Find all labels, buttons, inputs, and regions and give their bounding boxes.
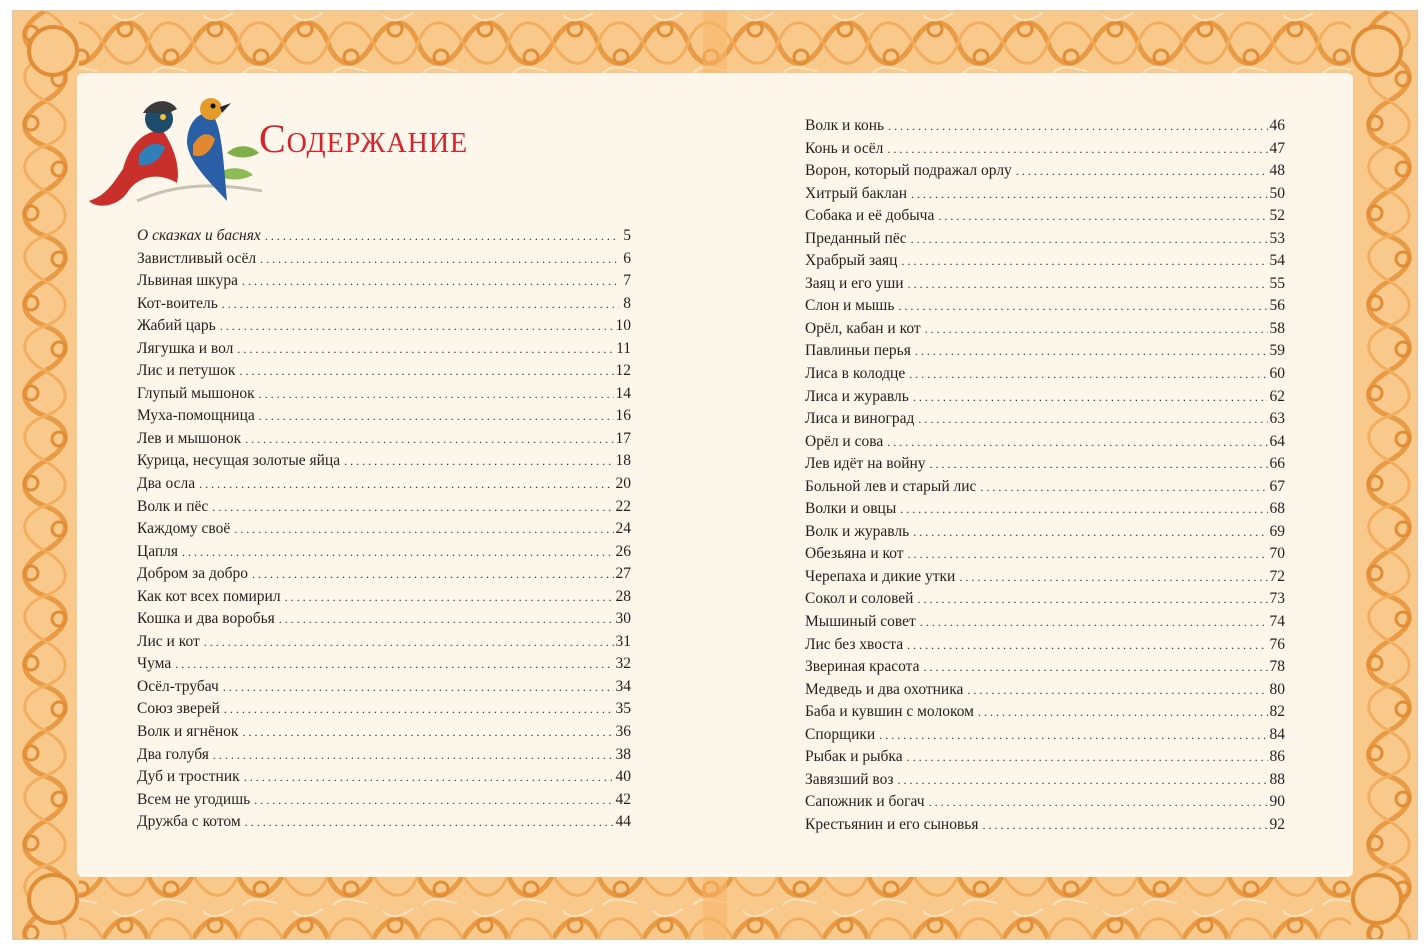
toc-entry xyxy=(805,568,1285,591)
toc-leader-dots xyxy=(915,344,1268,359)
toc-entry-title: О сказках и баснях xyxy=(137,227,261,244)
toc-entry-page: 22 xyxy=(615,497,631,515)
toc-leader-dots xyxy=(898,299,1267,314)
toc-entry-page: 10 xyxy=(615,317,631,335)
toc-leader-dots xyxy=(260,252,619,267)
toc-leader-dots xyxy=(199,477,613,492)
toc-leader-dots xyxy=(967,683,1267,698)
toc-entry-title: Рыбак и рыбка xyxy=(805,748,903,766)
toc-entry-title: Лис и петушок xyxy=(137,362,236,380)
toc-entry-page: 76 xyxy=(1269,635,1285,653)
toc-entry-page: 69 xyxy=(1269,522,1285,540)
toc-leader-dots xyxy=(285,590,614,605)
toc-leader-dots xyxy=(234,522,613,537)
toc-entry xyxy=(805,793,1285,816)
toc-entry-page: 50 xyxy=(1269,184,1285,202)
toc-entry-title: Лев и мышонок xyxy=(137,429,242,447)
toc-entry-title: Каждому своё xyxy=(137,520,231,538)
toc-entry-title: Орёл, кабан и кот xyxy=(805,319,921,337)
toc-entry-title: Лиса в колодце xyxy=(805,365,906,383)
toc-entry xyxy=(805,342,1285,365)
toc-leader-dots xyxy=(344,454,613,469)
toc-leader-dots xyxy=(930,457,1268,472)
toc-entry xyxy=(137,678,631,701)
toc-entry-page: 52 xyxy=(1269,207,1285,225)
toc-entry-page: 7 xyxy=(623,272,631,290)
toc-leader-dots xyxy=(929,795,1268,810)
toc-entry xyxy=(805,297,1285,320)
toc-entry-page: 36 xyxy=(615,723,631,741)
toc-entry-title: Всем не угодишь xyxy=(137,790,251,808)
toc-leader-dots xyxy=(1016,164,1268,179)
toc-entry xyxy=(805,658,1285,681)
toc-entry xyxy=(805,590,1285,613)
toc-entry-page: 92 xyxy=(1269,815,1285,833)
toc-leader-dots xyxy=(925,322,1268,337)
toc-entry-title: Волк и ягнёнок xyxy=(137,723,239,741)
toc-leader-dots xyxy=(907,750,1268,765)
toc-leader-dots xyxy=(924,660,1268,675)
book-spread xyxy=(12,10,1418,940)
toc-entry xyxy=(137,588,631,611)
toc-leader-dots xyxy=(212,500,613,515)
toc-entry xyxy=(805,275,1285,298)
toc-entry-title: Орёл и сова xyxy=(805,432,884,450)
toc-entry xyxy=(805,681,1285,704)
toc-entry-page: 20 xyxy=(615,475,631,493)
toc-entry-title: Два голубя xyxy=(137,745,209,763)
toc-entry-title: Глупый мышонок xyxy=(137,384,255,402)
toc-entry xyxy=(137,295,631,318)
toc-entry-title: Кот-воитель xyxy=(137,294,218,312)
toc-entry xyxy=(805,252,1285,275)
toc-entry xyxy=(137,655,631,678)
toc-leader-dots xyxy=(982,818,1267,833)
toc-leader-dots xyxy=(259,387,614,402)
toc-entry-title: Храбрый заяц xyxy=(805,252,898,270)
toc-leader-dots xyxy=(259,409,614,424)
toc-leader-dots xyxy=(265,229,619,244)
toc-entry-title: Конь и осёл xyxy=(805,139,884,157)
toc-entry-page: 17 xyxy=(615,429,631,447)
toc-leader-dots xyxy=(887,142,1267,157)
toc-entry-page: 84 xyxy=(1269,725,1285,743)
toc-leader-dots xyxy=(175,657,613,672)
toc-leader-dots xyxy=(911,232,1268,247)
toc-entry-page: 46 xyxy=(1269,117,1285,134)
toc-entry xyxy=(137,385,631,408)
toc-leader-dots xyxy=(908,547,1268,562)
toc-entry-title: Больной лев и старый лис xyxy=(805,477,977,495)
toc-entry xyxy=(137,520,631,543)
toc-leader-dots xyxy=(245,432,613,447)
toc-entry-page: 30 xyxy=(615,610,631,628)
toc-entry-title: Дуб и тростник xyxy=(137,768,240,786)
toc-entry-page: 53 xyxy=(1269,229,1285,247)
toc-entry xyxy=(137,633,631,656)
toc-leader-dots xyxy=(182,545,613,560)
toc-entry xyxy=(805,703,1285,726)
toc-entry xyxy=(805,478,1285,501)
toc-entry xyxy=(137,791,631,814)
toc-leader-dots xyxy=(204,635,614,650)
toc-entry xyxy=(805,140,1285,163)
toc-entry-title: Ворон, который подражал орлу xyxy=(805,162,1012,180)
toc-entry-title: Муха-помощница xyxy=(137,407,255,425)
toc-leader-dots xyxy=(237,342,614,357)
toc-leader-dots xyxy=(252,567,614,582)
toc-entry xyxy=(137,565,631,588)
toc-entry xyxy=(137,340,631,363)
toc-entry xyxy=(137,746,631,769)
toc-entry-page: 26 xyxy=(615,542,631,560)
toc-entry-page: 72 xyxy=(1269,567,1285,585)
toc-entry-title: Волк и пёс xyxy=(137,497,209,515)
toc-entry-title: Волк и журавль xyxy=(805,522,910,540)
toc-entry-title: Заяц и его уши xyxy=(805,274,904,292)
toc-entry-page: 31 xyxy=(615,632,631,650)
toc-entry-title: Собака и её добыча xyxy=(805,207,935,225)
toc-leader-dots xyxy=(907,638,1267,653)
toc-entry-page: 73 xyxy=(1269,590,1285,608)
toc-leader-dots xyxy=(900,502,1267,517)
toc-entry-title: Лис и кот xyxy=(137,632,200,650)
toc-leader-dots xyxy=(898,773,1268,788)
toc-entry-page: 68 xyxy=(1269,500,1285,518)
toc-entry xyxy=(137,272,631,295)
toc-leader-dots xyxy=(244,770,614,785)
birds-illustration xyxy=(77,83,267,213)
toc-leader-dots xyxy=(918,412,1267,427)
toc-leader-dots xyxy=(224,702,614,717)
toc-leader-dots xyxy=(239,364,613,379)
toc-entry xyxy=(137,227,631,250)
toc-leader-dots xyxy=(978,705,1268,720)
toc-entry-title: Жабий царь xyxy=(137,317,216,335)
toc-leader-dots xyxy=(222,297,619,312)
toc-entry xyxy=(137,452,631,475)
toc-entry-page: 35 xyxy=(615,700,631,718)
toc-entry-title: Как кот всех помирил xyxy=(137,587,281,605)
toc-entry xyxy=(137,543,631,566)
toc-entry xyxy=(805,636,1285,659)
toc-entry-page: 28 xyxy=(615,587,631,605)
toc-entry-page: 90 xyxy=(1269,793,1285,811)
toc-leader-dots xyxy=(223,680,614,695)
toc-entry xyxy=(137,700,631,723)
toc-entry-title: Хитрый баклан xyxy=(805,184,907,202)
toc-entry-page: 55 xyxy=(1269,274,1285,292)
toc-entry-title: Лиса и журавль xyxy=(805,387,909,405)
toc-right-column xyxy=(805,117,1285,839)
toc-entry-page: 40 xyxy=(615,768,631,786)
toc-leader-dots xyxy=(242,274,619,289)
toc-entry-page: 88 xyxy=(1269,770,1285,788)
toc-entry-title: Осёл-трубач xyxy=(137,677,219,695)
toc-leader-dots xyxy=(245,815,614,830)
toc-leader-dots xyxy=(879,728,1267,743)
toc-entry-page: 59 xyxy=(1269,342,1285,360)
toc-entry xyxy=(805,500,1285,523)
toc-entry-page: 27 xyxy=(615,565,631,583)
page-title-text: Содержание xyxy=(259,116,469,161)
toc-entry-page: 34 xyxy=(615,677,631,695)
toc-entry-title: Волк и конь xyxy=(805,117,885,134)
toc-leader-dots xyxy=(908,277,1268,292)
toc-leader-dots xyxy=(980,480,1267,495)
toc-entry-title: Львиная шкура xyxy=(137,272,238,290)
toc-entry-page: 67 xyxy=(1269,477,1285,495)
toc-entry xyxy=(137,813,631,836)
toc-entry-page: 74 xyxy=(1269,613,1285,631)
toc-leader-dots xyxy=(887,435,1267,450)
toc-entry-page: 64 xyxy=(1269,432,1285,450)
toc-entry xyxy=(137,362,631,385)
toc-entry-title: Лев идёт на войну xyxy=(805,455,926,473)
toc-entry-title: Сокол и соловей xyxy=(805,590,914,608)
toc-entry-page: 60 xyxy=(1269,365,1285,383)
toc-entry xyxy=(805,545,1285,568)
toc-entry xyxy=(805,748,1285,771)
toc-entry xyxy=(137,723,631,746)
toc-entry xyxy=(805,455,1285,478)
toc-entry-page: 54 xyxy=(1269,252,1285,270)
toc-leader-dots xyxy=(911,187,1268,202)
toc-entry-page: 32 xyxy=(615,655,631,673)
toc-entry-page: 78 xyxy=(1269,658,1285,676)
toc-leader-dots xyxy=(888,119,1267,134)
toc-leader-dots xyxy=(959,570,1267,585)
toc-entry xyxy=(137,610,631,633)
toc-leader-dots xyxy=(909,367,1267,382)
toc-entry xyxy=(137,317,631,340)
toc-leader-dots xyxy=(938,209,1267,224)
toc-entry xyxy=(137,475,631,498)
toc-entry xyxy=(805,410,1285,433)
toc-leader-dots xyxy=(213,748,614,763)
toc-entry xyxy=(805,117,1285,140)
toc-entry-page: 63 xyxy=(1269,410,1285,428)
toc-leader-dots xyxy=(279,612,614,627)
toc-entry-page: 80 xyxy=(1269,680,1285,698)
toc-entry-page: 12 xyxy=(615,362,631,380)
toc-entry-title: Чума xyxy=(137,655,172,673)
toc-entry-page: 82 xyxy=(1269,703,1285,721)
toc-entry xyxy=(137,407,631,430)
toc-entry-page: 66 xyxy=(1269,455,1285,473)
toc-entry-title: Завязший воз xyxy=(805,770,894,788)
toc-entry-title: Спорщики xyxy=(805,725,876,743)
toc-entry-title: Завистливый осёл xyxy=(137,249,257,267)
toc-entry-page: 47 xyxy=(1269,139,1285,157)
toc-entry-title: Добром за добро xyxy=(137,565,248,583)
toc-entry xyxy=(805,388,1285,411)
toc-entry-page: 11 xyxy=(616,339,631,357)
toc-entry-title: Мышиный совет xyxy=(805,613,916,631)
toc-leader-dots xyxy=(917,592,1267,607)
toc-entry-title: Волки и овцы xyxy=(805,500,897,518)
toc-entry-title: Дружба с котом xyxy=(137,813,241,831)
toc-entry-title: Курица, несущая золотые яйца xyxy=(137,452,341,470)
toc-entry-page: 56 xyxy=(1269,297,1285,315)
toc-entry-page: 5 xyxy=(623,227,631,244)
toc-entry-page: 58 xyxy=(1269,319,1285,337)
toc-entry xyxy=(805,230,1285,253)
toc-entry xyxy=(805,726,1285,749)
toc-entry-page: 38 xyxy=(615,745,631,763)
toc-entry-title: Слон и мышь xyxy=(805,297,895,315)
toc-entry-title: Павлиньи перья xyxy=(805,342,911,360)
toc-entry xyxy=(805,320,1285,343)
toc-entry-title: Обезьяна и кот xyxy=(805,545,904,563)
toc-entry-title: Лиса и виноград xyxy=(805,410,915,428)
toc-entry-page: 62 xyxy=(1269,387,1285,405)
toc-entry xyxy=(805,816,1285,839)
toc-entry-page: 44 xyxy=(615,813,631,831)
toc-entry-title: Два осла xyxy=(137,475,196,493)
toc-entry xyxy=(805,433,1285,456)
toc-entry-page: 16 xyxy=(615,407,631,425)
toc-entry-title: Кошка и два воробья xyxy=(137,610,275,628)
toc-entry xyxy=(137,768,631,791)
toc-entry-title: Союз зверей xyxy=(137,700,220,718)
toc-entry-title: Лягушка и вол xyxy=(137,339,234,357)
toc-leader-dots xyxy=(920,615,1268,630)
toc-left-column xyxy=(137,227,631,836)
toc-entry-title: Цапля xyxy=(137,542,179,560)
toc-entry-page: 42 xyxy=(615,790,631,808)
toc-entry-title: Звериная красота xyxy=(805,658,920,676)
toc-entry-page: 18 xyxy=(615,452,631,470)
toc-entry xyxy=(805,523,1285,546)
toc-entry-page: 24 xyxy=(615,520,631,538)
toc-entry-page: 6 xyxy=(623,249,631,267)
toc-entry-page: 48 xyxy=(1269,162,1285,180)
toc-leader-dots xyxy=(254,793,613,808)
toc-entry xyxy=(137,430,631,453)
toc-entry xyxy=(137,250,631,273)
toc-entry-title: Преданный пёс xyxy=(805,229,907,247)
toc-entry xyxy=(805,185,1285,208)
toc-entry-title: Баба и кувшин с молоком xyxy=(805,703,974,721)
toc-entry xyxy=(805,613,1285,636)
toc-leader-dots xyxy=(220,319,614,334)
toc-entry-title: Медведь и два охотника xyxy=(805,680,964,698)
toc-entry-title: Черепаха и дикие утки xyxy=(805,567,956,585)
toc-entry-title: Сапожник и богач xyxy=(805,793,925,811)
page-title xyxy=(259,115,468,175)
toc-entry-page: 8 xyxy=(623,294,631,312)
toc-entry-page: 86 xyxy=(1269,748,1285,766)
toc-entry xyxy=(805,771,1285,794)
toc-leader-dots xyxy=(913,525,1267,540)
toc-leader-dots xyxy=(242,725,613,740)
toc-entry-page: 14 xyxy=(615,384,631,402)
toc-entry xyxy=(137,498,631,521)
toc-entry xyxy=(805,207,1285,230)
toc-entry xyxy=(805,365,1285,388)
toc-leader-dots xyxy=(901,254,1267,269)
toc-entry xyxy=(805,162,1285,185)
toc-entry-page: 70 xyxy=(1269,545,1285,563)
toc-leader-dots xyxy=(913,390,1268,405)
toc-entry-title: Лис без хвоста xyxy=(805,635,904,653)
toc-entry-title: Крестьянин и его сыновья xyxy=(805,815,979,833)
